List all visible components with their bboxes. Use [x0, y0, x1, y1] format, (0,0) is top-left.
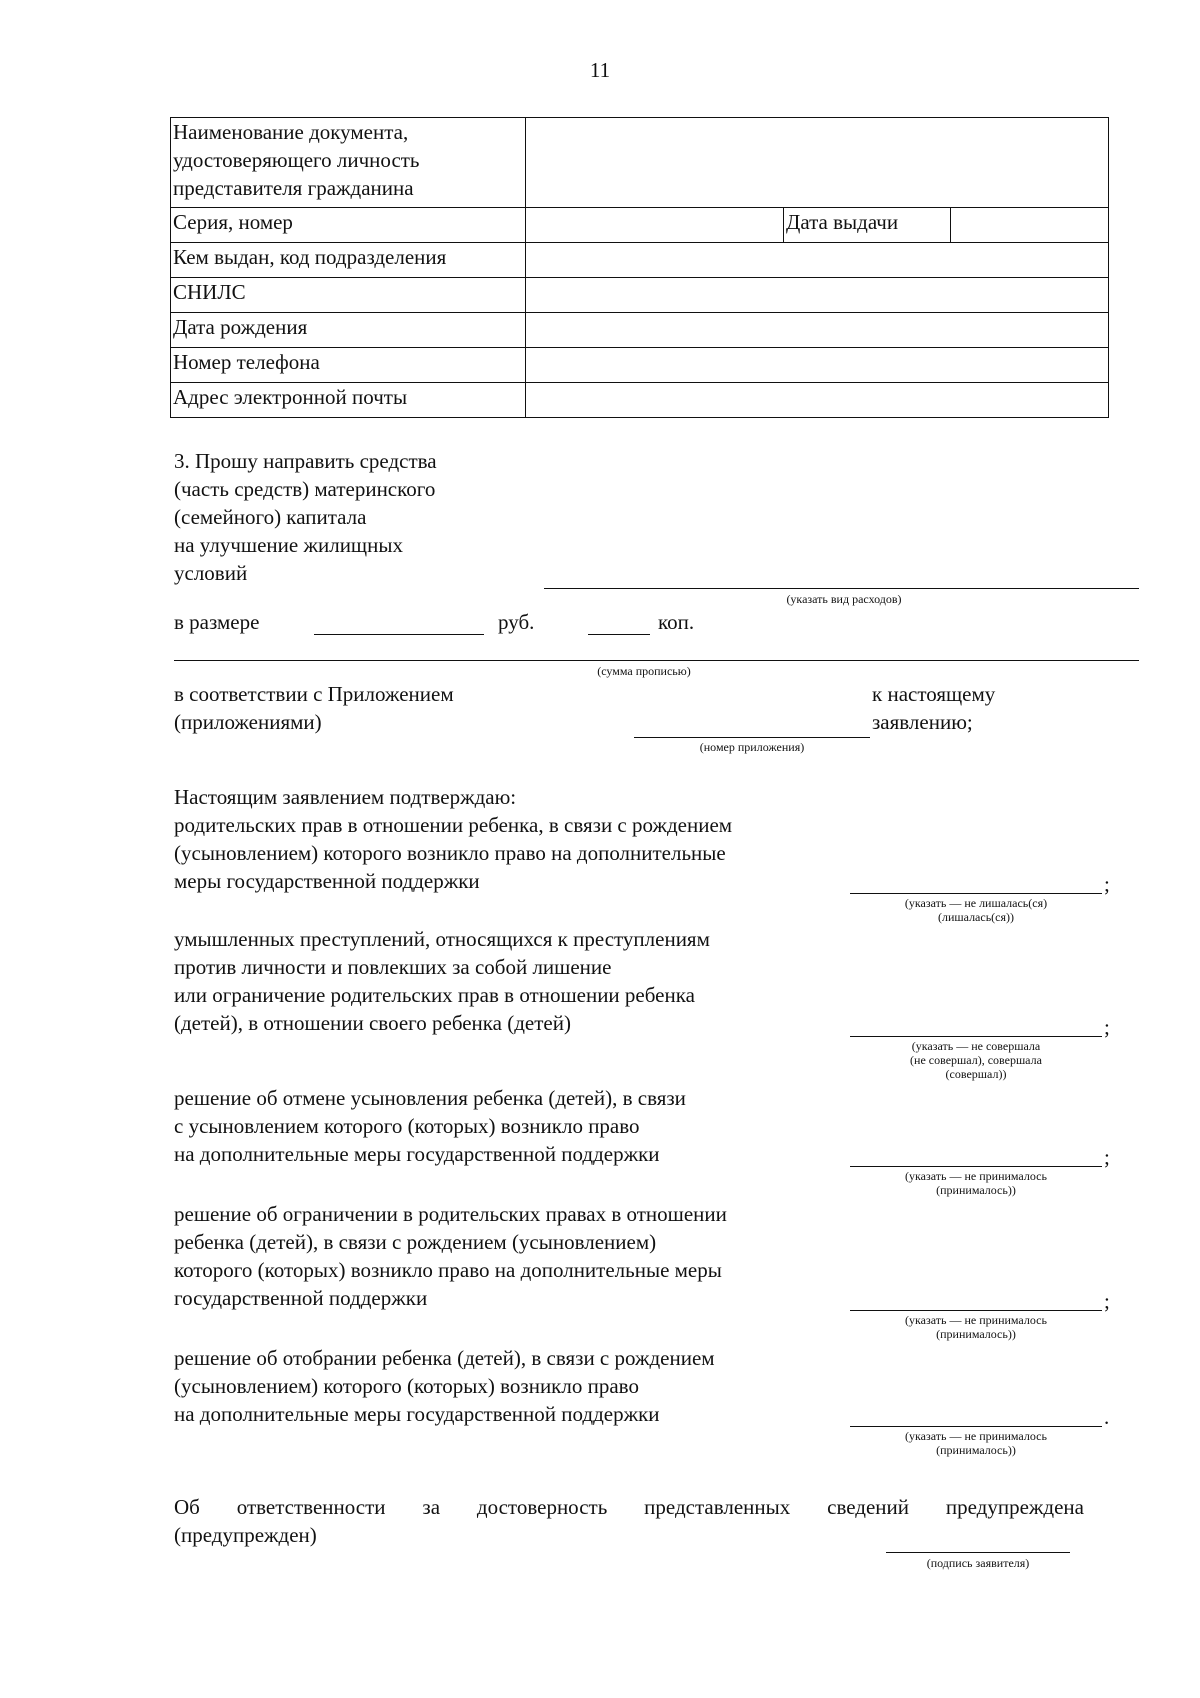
confirm-item-3-field[interactable]	[850, 1166, 1102, 1167]
confirm-item-5-text: решение об отобрании ребенка (детей), в связи с рождением (усыновлением) которого (которых) возникло право на дополнительные меры государственной поддержки	[174, 1346, 715, 1426]
issued-by-field[interactable]	[526, 243, 1109, 278]
confirm-item-1-text: родительских прав в отношении ребенка, в связи с рождением (усыновлением) которого возникло право на дополнительные меры государственной поддержки	[174, 813, 733, 893]
section3-request: 3. Прошу направить средства (часть средств) материнского (семейного) капитала на улучшение жилищных условий	[174, 449, 437, 585]
birth-date-label: Дата рождения	[171, 313, 526, 348]
confirm-item-2-text: умышленных преступлений, относящихся к преступлениям против личности и повлекших за собой лишение или ограничение родительских прав в отношении ребенка (детей), в отношении своего ребенка (детей)	[174, 927, 710, 1035]
issue-date-label: Дата выдачи	[784, 208, 951, 243]
responsibility-line-2: (предупрежден)	[174, 1523, 317, 1547]
expense-type-field[interactable]	[544, 588, 1139, 589]
rub-label: руб.	[498, 610, 535, 634]
snils-label: СНИЛС	[171, 278, 526, 313]
appendix-text: в соответствии с Приложением (приложениями)	[174, 682, 454, 734]
email-field[interactable]	[526, 383, 1109, 418]
confirm-item-3-text: решение об отмене усыновления ребенка (детей), в связи с усыновлением которого (которых) возникло право на дополнительные меры государственной поддержки	[174, 1086, 686, 1166]
confirm-item-5-field[interactable]	[850, 1426, 1102, 1427]
appendix-number-caption: (номер приложения)	[699, 740, 805, 754]
confirm-item-3-caption: (указать — не принималось (принималось))	[905, 1169, 1047, 1197]
signature-caption: (подпись заявителя)	[926, 1556, 1030, 1570]
doc-name-field[interactable]	[526, 118, 1109, 208]
confirm-item-2-field[interactable]	[850, 1036, 1102, 1037]
birth-date-field[interactable]	[526, 313, 1109, 348]
confirm-item-5-punct: .	[1104, 1405, 1110, 1429]
confirm-item-1-field[interactable]	[850, 893, 1102, 894]
expense-type-caption: (указать вид расходов)	[786, 592, 902, 606]
confirm-item-2-caption: (указать — не совершала (не совершал), совершала (совершал))	[910, 1039, 1042, 1081]
signature-field[interactable]	[886, 1552, 1070, 1553]
sum-in-words-field[interactable]	[174, 660, 1139, 661]
sum-in-words-caption: (сумма прописью)	[597, 664, 691, 678]
series-field[interactable]	[526, 208, 784, 243]
confirm-item-1-punct: ;	[1104, 872, 1110, 896]
responsibility-line-1: Об ответственности за достоверность представленных сведений предупреждена	[174, 1495, 1084, 1519]
confirm-item-3-punct: ;	[1104, 1145, 1110, 1169]
confirm-item-1-caption: (указать — не лишалась(ся) (лишалась(ся))	[904, 896, 1048, 924]
kop-label: коп.	[658, 610, 695, 634]
phone-field[interactable]	[526, 348, 1109, 383]
confirm-item-2-punct: ;	[1104, 1015, 1110, 1039]
confirm-heading: Настоящим заявлением подтверждаю:	[174, 785, 517, 809]
representative-info-table	[170, 117, 1109, 418]
email-label: Адрес электронной почты	[171, 383, 526, 418]
series-label: Серия, номер	[171, 208, 526, 243]
appendix-suffix: к настоящему заявлению;	[872, 682, 996, 734]
amount-kop-field[interactable]	[588, 634, 650, 635]
issue-date-field[interactable]	[951, 208, 1109, 243]
snils-field[interactable]	[526, 278, 1109, 313]
amount-prefix: в размере	[174, 610, 260, 634]
confirm-item-4-field[interactable]	[850, 1310, 1102, 1311]
confirm-item-5-caption: (указать — не принималось (принималось))	[905, 1429, 1047, 1457]
amount-rub-field[interactable]	[314, 634, 484, 635]
page-number: 11	[589, 58, 611, 82]
confirm-item-4-text: решение об ограничении в родительских правах в отношении ребенка (детей), в связи с рождением (усыновлением) которого (которых) возникло право на дополнительные меры государственной поддержки	[174, 1202, 727, 1310]
appendix-number-field[interactable]	[634, 737, 870, 738]
phone-label: Номер телефона	[171, 348, 526, 383]
issued-by-label: Кем выдан, код подразделения	[171, 243, 526, 278]
confirm-item-4-caption: (указать — не принималось (принималось))	[905, 1313, 1047, 1341]
doc-name-label: Наименование документа, удостоверяющего личность представителя гражданина	[171, 118, 526, 208]
confirm-item-4-punct: ;	[1104, 1289, 1110, 1313]
